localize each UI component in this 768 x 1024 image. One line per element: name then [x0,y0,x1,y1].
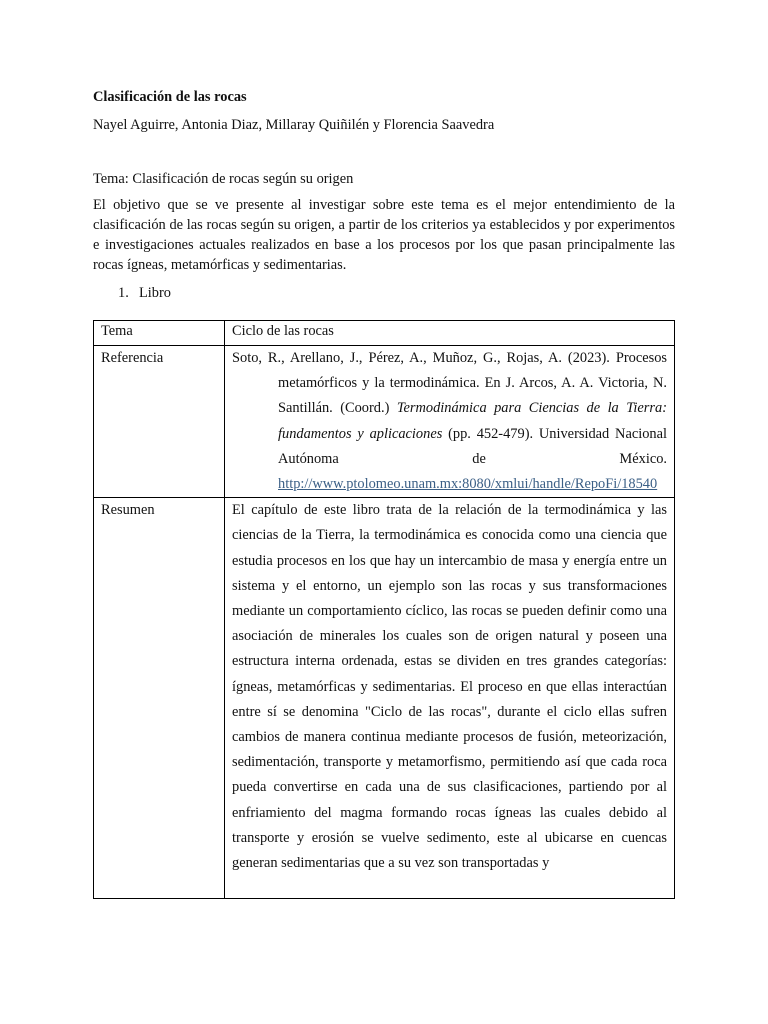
reference-text: Soto, R., Arellano, J., Pérez, A., Muñoz, G., Rojas, A. (2023). Procesos metamórficos y la termodinámica. En J. Arcos, A. A. Victoria, N. Santillán. (Coord.) [232,350,667,417]
list-number: 1. [118,285,129,301]
table-row [94,346,675,498]
reference-link[interactable]: http://www.ptolomeo.unam.mx:8080/xmlui/handle/RepoFi/18540 [278,476,658,493]
resumen-value-cell [225,498,675,899]
referencia-value-cell [225,346,675,498]
topic-line: Tema: Clasificación de rocas según su origen [93,171,354,187]
referencia-label-cell: Referencia [94,346,225,498]
table-row [94,321,675,346]
list-item-libro [118,283,675,303]
tema-value-cell: Ciclo de las rocas [225,321,675,346]
objective-paragraph: El objetivo que se ve presente al investigar sobre este tema es el mejor entendimiento de la clasificación de las rocas según su origen, a partir de los criterios ya establecidos y por experimentos e investigaciones actuales realizados en base a los procesos por los que pasan principalmente las rocas ígneas, metamórficas y sedimentarias. [93,197,675,273]
resumen-label-cell: Resumen [94,498,225,899]
document-page [93,87,675,899]
tema-label-cell: Tema [94,321,225,346]
list-label: Libro [139,285,171,301]
document-authors: Nayel Aguirre, Antonia Diaz, Millaray Quiñilén y Florencia Saavedra [93,117,495,133]
resumen-text: El capítulo de este libro trata de la relación de la termodinámica y las ciencias de la Tierra, la termodinámica es conocida como una ciencia que estudia procesos en los que hay un intercambio de masa y energía entre un sistema y el entorno, un ejemplo son las rocas y sus transformaciones mediante un comportamiento cíclico, las rocas se pueden definir como una asociación de minerales los cuales son de origen natural y poseen una estructura interna ordenada, estas se dividen en tres grandes categorías: ígneas, metamórficas y sedimentarias. El proceso en que ellas interactúan entre sí se denomina "Ciclo de las rocas", durante el ciclo ellas sufren cambios de manera continua mediante procesos de fusión, meteorización, sedimentación, transporte y metamorfismo, permitiendo así que cada roca pueda convertirse en cada una de sus clasificaciones, partiendo por al enfriamiento del magma formando rocas ígneas las cuales debido al transporte y erosión se vuelve sedimento, este al ubicarse en cuencas generan sedimentarias que a su vez son transportadas y [232,502,667,872]
reference-table [93,320,675,899]
reference-publisher: (pp. 452-479). Universidad Nacional Autónoma de México. [278,425,667,467]
table-row [94,498,675,899]
reference-book-title: Termodinámica para Ciencias de la Tierra: fundamentos y aplicaciones [278,400,667,442]
document-title: Clasificación de las rocas [93,89,247,105]
